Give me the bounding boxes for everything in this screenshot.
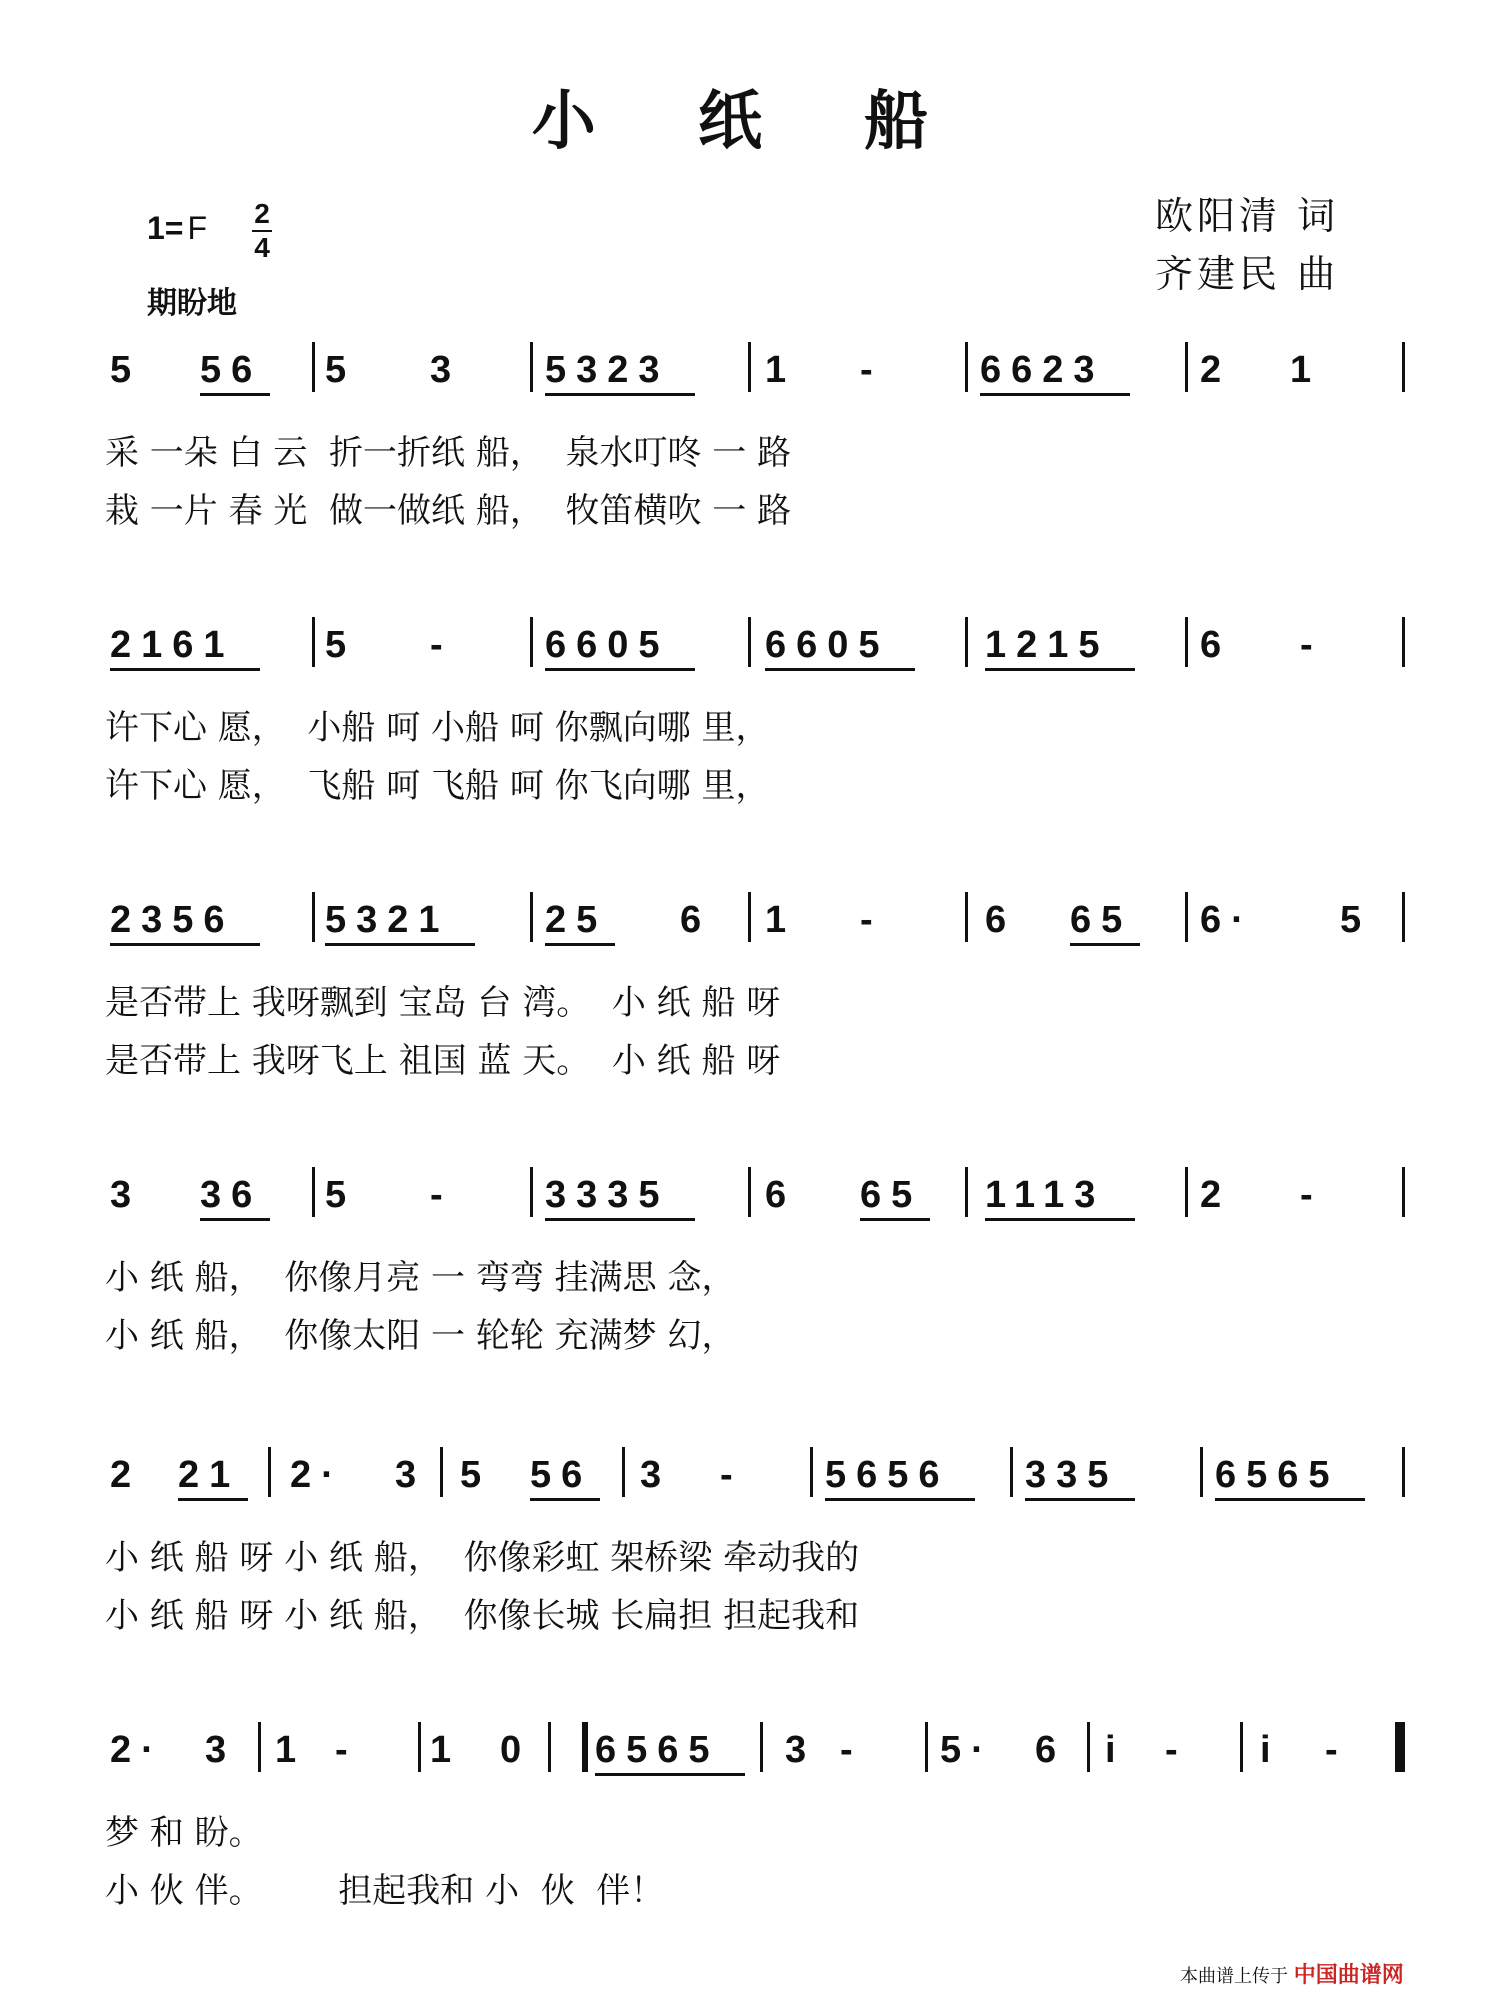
underline — [325, 943, 475, 946]
note-group: 2 — [1200, 1174, 1232, 1216]
tempo-marking: 期盼地 — [147, 286, 237, 321]
bar-line — [1185, 1167, 1188, 1217]
bar-line — [440, 1447, 443, 1497]
bar-line — [268, 1447, 271, 1497]
lyric-verse-2: 小 纸 船 呀 小 纸 船， 你像长城 长扁担 担起我和 — [105, 1596, 860, 1636]
note-group: 3 — [430, 349, 462, 391]
note-group: 3 — [785, 1729, 817, 1771]
note-group: 5 — [460, 1454, 492, 1496]
lyric-verse-1: 是否带上 我呀飘到 宝岛 台 湾。 小 纸 船 呀 — [105, 983, 781, 1023]
note-group: 6 — [985, 899, 1017, 941]
lyric-verse-2: 是否带上 我呀飞上 祖国 蓝 天。 小 纸 船 呀 — [105, 1041, 781, 1081]
underline — [200, 393, 270, 396]
final-bar — [1395, 1722, 1402, 1772]
note-group: 1 — [765, 349, 797, 391]
note-group: 56 — [530, 1454, 593, 1496]
underline — [595, 1773, 745, 1776]
note-group: 0 — [500, 1729, 532, 1771]
note-group: 5 — [325, 1174, 357, 1216]
underline — [1215, 1498, 1365, 1501]
bar-line — [1402, 892, 1405, 942]
note-group: 6623 — [980, 349, 1105, 391]
bar-line — [1185, 617, 1188, 667]
underline — [765, 668, 915, 671]
lyric-verse-2: 小 纸 船， 你像太阳 一 轮轮 充满梦 幻， — [105, 1316, 736, 1356]
bar-line — [1185, 342, 1188, 392]
note-group: 5 — [110, 349, 142, 391]
note-group: 2356 — [110, 899, 235, 941]
bar-line — [548, 1722, 551, 1772]
bar-line — [530, 1167, 533, 1217]
underline — [200, 1218, 270, 1221]
note-group: 6 — [1200, 624, 1232, 666]
underline — [985, 668, 1135, 671]
bar-line — [418, 1722, 421, 1772]
note-group: 5 — [325, 349, 357, 391]
note-group: 3 — [110, 1174, 142, 1216]
song-title: 小 纸 船 — [531, 84, 969, 159]
bar-line — [748, 1167, 751, 1217]
bar-line — [312, 892, 315, 942]
bar-line — [1010, 1447, 1013, 1497]
note-group: - — [430, 1174, 453, 1216]
underline — [545, 668, 695, 671]
note-group: 6605 — [765, 624, 890, 666]
underline — [178, 1498, 248, 1501]
underline — [545, 943, 615, 946]
note-group: 5 — [1340, 899, 1372, 941]
underline — [860, 1218, 930, 1221]
bar-line — [748, 892, 751, 942]
note-group: 6565 — [595, 1729, 720, 1771]
bar-line — [1402, 617, 1405, 667]
note-group: 3 — [205, 1729, 237, 1771]
note-group: 6· — [1200, 899, 1254, 941]
underline — [1070, 943, 1140, 946]
note-group: 1 — [275, 1729, 307, 1771]
lyric-verse-1: 梦 和 盼。 — [105, 1813, 263, 1853]
note-group: 6605 — [545, 624, 670, 666]
note-group: 56 — [200, 349, 263, 391]
note-group: 65 — [860, 1174, 923, 1216]
note-group: 3335 — [545, 1174, 670, 1216]
note-group: - — [430, 624, 453, 666]
underline — [985, 1218, 1135, 1221]
lyric-verse-1: 许下心 愿， 小船 呵 小船 呵 你飘向哪 里， — [105, 708, 770, 748]
bar-line — [965, 1167, 968, 1217]
note-group: 2 — [110, 1454, 142, 1496]
lyric-verse-1: 小 纸 船， 你像月亮 一 弯弯 挂满思 念， — [105, 1258, 736, 1298]
bar-line — [1402, 1722, 1405, 1772]
bar-line — [748, 617, 751, 667]
note-group: - — [860, 349, 883, 391]
note-group: 5 — [325, 624, 357, 666]
bar-line — [1402, 1167, 1405, 1217]
bar-line — [965, 892, 968, 942]
time-bottom: 4 — [254, 232, 270, 263]
lyricist-credit: 欧阳清 词 — [1155, 194, 1340, 238]
note-group: 21 — [178, 1454, 241, 1496]
key-note: F — [187, 210, 208, 246]
note-group: 36 — [200, 1174, 263, 1216]
note-group: 1 — [1290, 349, 1322, 391]
underline — [980, 393, 1130, 396]
note-group: 2· — [110, 1729, 164, 1771]
note-group: - — [1165, 1729, 1188, 1771]
note-group: 5· — [940, 1729, 994, 1771]
bar-line — [1240, 1722, 1243, 1772]
note-group: 25 — [545, 899, 608, 941]
note-group: - — [1300, 1174, 1323, 1216]
bar-line — [622, 1447, 625, 1497]
note-group: 2 — [1200, 349, 1232, 391]
note-group: 6 — [680, 899, 712, 941]
note-group: - — [860, 899, 883, 941]
bar-line — [1402, 1447, 1405, 1497]
footer — [1180, 1958, 1404, 1989]
note-group: 1113 — [985, 1174, 1106, 1216]
note-group: 2· — [290, 1454, 344, 1496]
note-group: - — [335, 1729, 358, 1771]
bar-line — [1087, 1722, 1090, 1772]
note-group: - — [720, 1454, 743, 1496]
bar-line — [925, 1722, 928, 1772]
note-group: - — [840, 1729, 863, 1771]
note-group: 6565 — [1215, 1454, 1340, 1496]
bar-line — [530, 617, 533, 667]
lyric-verse-1: 小 纸 船 呀 小 纸 船， 你像彩虹 架桥梁 牵动我的 — [105, 1538, 860, 1578]
note-group: 6 — [1035, 1729, 1067, 1771]
underline — [545, 1218, 695, 1221]
underline — [1025, 1498, 1135, 1501]
lyric-verse-2: 小 伙 伴。 担起我和 小 伙 伴！ — [105, 1871, 665, 1911]
key-signature — [147, 210, 207, 247]
note-group: 1 — [765, 899, 797, 941]
bar-line — [530, 342, 533, 392]
repeat-bar — [582, 1722, 588, 1772]
lyric-verse-2: 许下心 愿， 飞船 呵 飞船 呵 你飞向哪 里， — [105, 766, 770, 806]
note-group: i — [1260, 1729, 1281, 1771]
footer-brand: 中国曲谱网 — [1293, 1963, 1404, 1988]
note-group: 5656 — [825, 1454, 950, 1496]
note-group: - — [1300, 624, 1323, 666]
bar-line — [1402, 342, 1405, 392]
lyric-verse-1: 采 一朵 白 云 折一折纸 船， 泉水叮咚 一 路 — [105, 433, 792, 473]
note-group: i — [1105, 1729, 1126, 1771]
lyric-verse-2: 栽 一片 春 光 做一做纸 船， 牧笛横吹 一 路 — [105, 491, 792, 531]
bar-line — [810, 1447, 813, 1497]
bar-line — [258, 1722, 261, 1772]
bar-line — [530, 892, 533, 942]
note-group: 1 — [430, 1729, 462, 1771]
note-group: 2161 — [110, 624, 235, 666]
bar-line — [1185, 892, 1188, 942]
bar-line — [312, 342, 315, 392]
note-group: 65 — [1070, 899, 1133, 941]
footer-text: 本曲谱上传于 — [1180, 1966, 1288, 1987]
note-group: 3 — [395, 1454, 427, 1496]
bar-line — [965, 617, 968, 667]
composer-credit: 齐建民 曲 — [1155, 252, 1340, 296]
underline — [110, 668, 260, 671]
underline — [825, 1498, 975, 1501]
note-group: - — [1325, 1729, 1348, 1771]
note-group: 6 — [765, 1174, 797, 1216]
bar-line — [312, 1167, 315, 1217]
note-group: 335 — [1025, 1454, 1119, 1496]
time-signature — [250, 198, 274, 264]
underline — [545, 393, 695, 396]
underline — [110, 943, 260, 946]
key-prefix: 1= — [147, 210, 184, 246]
bar-line — [965, 342, 968, 392]
bar-line — [760, 1722, 763, 1772]
time-top: 2 — [254, 198, 270, 229]
bar-line — [1200, 1447, 1203, 1497]
bar-line — [748, 342, 751, 392]
underline — [530, 1498, 600, 1501]
note-group: 1215 — [985, 624, 1110, 666]
note-group: 5323 — [545, 349, 670, 391]
bar-line — [312, 617, 315, 667]
note-group: 5321 — [325, 899, 450, 941]
note-group: 3 — [640, 1454, 672, 1496]
